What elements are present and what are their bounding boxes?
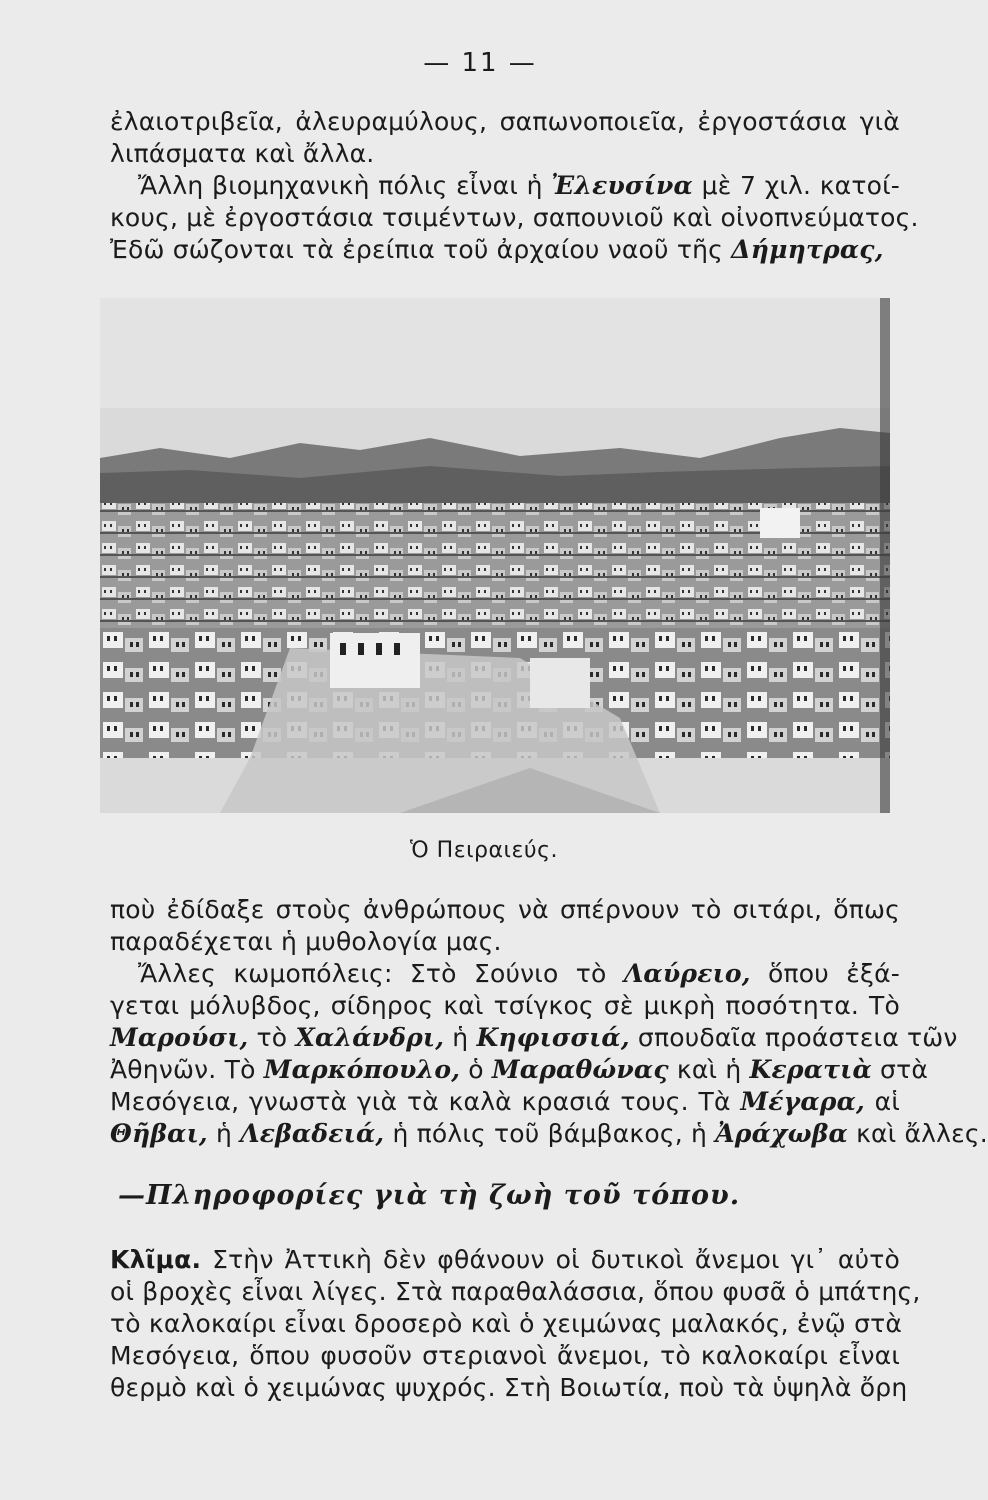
place-name: Λεβαδειά,	[240, 1119, 385, 1148]
text-line: γεται μόλυβδος, σίδηρος καὶ τσίγκος σὲ μικρὴ ποσότητα. Τὸ	[110, 991, 900, 1020]
text-line: Μεσόγεια, ὅπου φυσοῦν στεριανοὶ ἄνεμοι, τὸ καλοκαίρι εἶναι	[110, 1341, 900, 1370]
place-name: Λαύρειο,	[623, 959, 751, 988]
text-line: Ἄλλες κωμοπόλεις: Στὸ Σούνιο τὸ Λαύρειο, ὅπου ἐξά-	[138, 959, 900, 988]
place-name: Μαρούσι,	[110, 1023, 249, 1052]
text-line: λιπάσματα καὶ ἄλλα.	[110, 139, 375, 168]
photo-caption: Ὁ Πειραιεύς.	[410, 838, 558, 863]
section-heading: —Πληροφορίες γιὰ τὴ ζωὴ τοῦ τόπου.	[118, 1180, 741, 1211]
text-line: Ἀθηνῶν. Τὸ Μαρκόπουλο, ὁ Μαραθώνας καὶ ἡ Κερατιὰ στὰ	[110, 1055, 929, 1084]
place-name: Μαραθώνας	[491, 1055, 669, 1084]
text-line: Μεσόγεια, γνωστὰ γιὰ τὰ καλὰ κρασιά τους. Τὰ Μέγαρα, αἱ	[110, 1087, 900, 1116]
text-line: τὸ καλοκαίρι εἶναι δροσερὸ καὶ ὁ χειμώνας μαλακός, ἐνῷ στὰ	[110, 1309, 903, 1338]
place-name: Χαλάνδρι,	[295, 1023, 445, 1052]
text-line: παραδέχεται ἡ μυθολογία μας.	[110, 927, 502, 956]
place-name: Μαρκόπουλο,	[263, 1055, 461, 1084]
top-paragraph	[110, 106, 919, 266]
text-line: Θῆβαι, ἡ Λεβαδειά, ἡ πόλις τοῦ βάμβακος, ἡ Ἀράχωβα καὶ ἄλλες.	[110, 1119, 988, 1148]
text-line: οἱ βροχὲς εἶναι λίγες. Στὰ παραθαλάσσια, ὅπου φυσᾶ ὁ μπάτης,	[110, 1277, 921, 1306]
climate-heading: Κλῖμα.	[110, 1245, 202, 1274]
middle-paragraph	[110, 894, 988, 1150]
text-line: Ἄλλη βιομηχανικὴ πόλις εἶναι ἡ Ἐλευσίνα μὲ 7 χιλ. κατοί-	[138, 171, 900, 200]
place-name: Μέγαρα,	[740, 1087, 865, 1116]
page-number: — 11 —	[423, 48, 537, 78]
place-name: Ἐλευσίνα	[551, 171, 693, 200]
place-name: Κερατιὰ	[749, 1055, 872, 1084]
text-line: θερμὸ καὶ ὁ χειμώνας ψυχρός. Στὴ Βοιωτία, ποὺ τὰ ὑψηλὰ ὄρη	[110, 1373, 908, 1402]
place-name: Δήμητρας,	[731, 235, 884, 264]
text-line: ἐλαιοτριβεῖα, ἀλευραμύλους, σαπωνοποιεῖα, ἐργοστάσια γιὰ	[110, 107, 900, 136]
text-line: Ἐδῶ σώζονται τὰ ἐρείπια τοῦ ἀρχαίου ναοῦ τῆς Δήμητρας,	[110, 235, 884, 264]
text-line: κους, μὲ ἐργοστάσια τσιμέντων, σαπουνιοῦ καὶ οἰνοπνεύματος.	[110, 203, 919, 232]
place-name: Κηφισσιά,	[476, 1023, 630, 1052]
text-line: Κλῖμα. Στὴν Ἀττικὴ δὲν φθάνουν οἱ δυτικοὶ ἄνεμοι γι᾿ αὐτὸ	[110, 1245, 900, 1274]
place-name: Θῆβαι,	[110, 1119, 208, 1148]
text-line: Μαρούσι, τὸ Χαλάνδρι, ἡ Κηφισσιά, σπουδαῖα προάστεια τῶν	[110, 1023, 958, 1052]
text-line: ποὺ ἐδίδαξε στοὺς ἀνθρώπους νὰ σπέρνουν τὸ σιτάρι, ὅπως	[110, 895, 900, 924]
town-photo-illustration	[100, 298, 890, 813]
piraeus-photo	[100, 298, 890, 813]
place-name: Ἀράχωβα	[715, 1119, 848, 1148]
climate-paragraph	[110, 1244, 921, 1404]
